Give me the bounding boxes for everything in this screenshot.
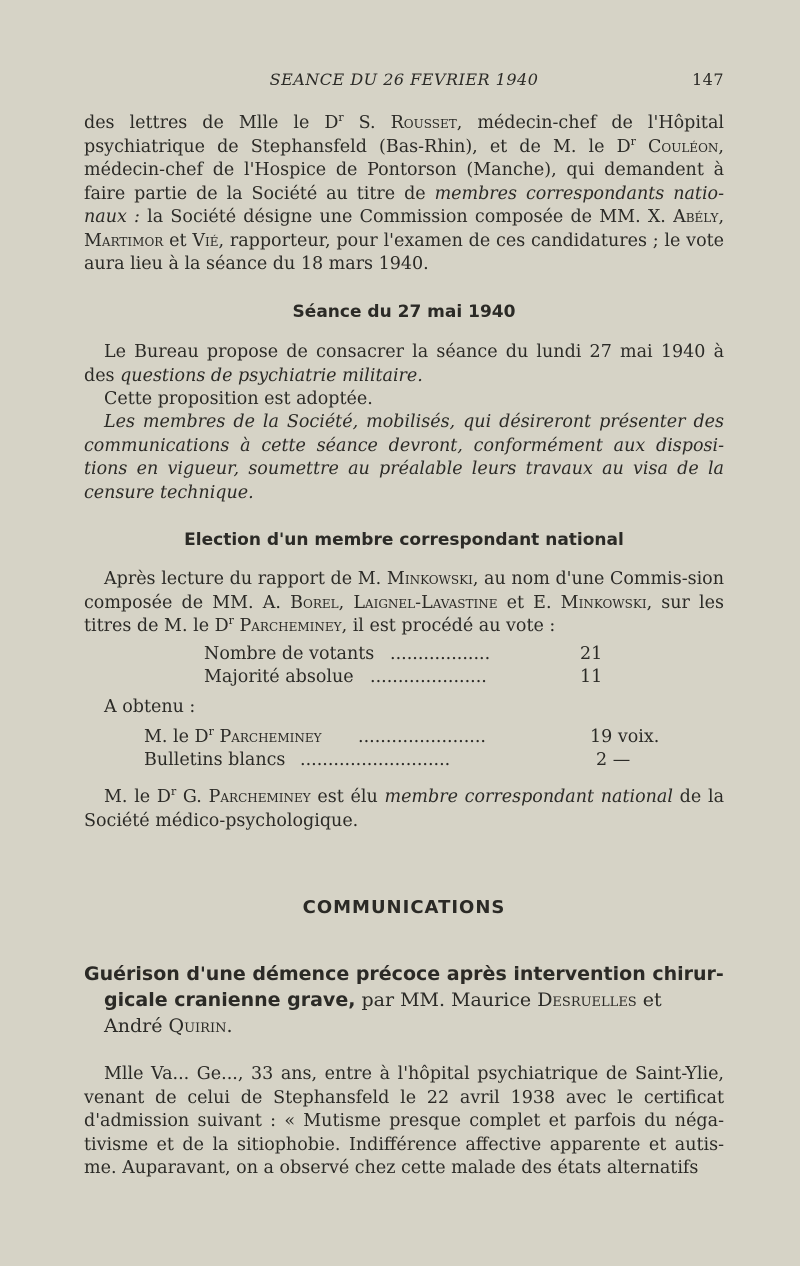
text-run: M. le D: [144, 727, 209, 747]
majorite-label: Majorité absolue: [204, 667, 354, 687]
dot-leader: ..................: [390, 644, 491, 664]
candidat-label: [144, 726, 322, 750]
votants-value: 21: [580, 644, 603, 664]
text-run: ,: [338, 592, 354, 613]
author-name: Quirin: [168, 1015, 227, 1037]
paragraph-elu: [84, 786, 724, 833]
section-heading-seance: Séance du 27 mai 1940: [292, 302, 516, 322]
person-name: Parcheminey: [239, 616, 342, 636]
text-run: , médecin-chef de l'Hospice de Pontorson (Manche), qui demandent à faire partie de la Société au titre de: [84, 136, 724, 204]
text-run: [636, 137, 648, 157]
blancs-value: 2 —: [596, 750, 631, 770]
dot-leader: ...........................: [300, 750, 451, 770]
text-run: est élu: [310, 787, 385, 807]
person-name: Couléon: [648, 136, 719, 157]
superscript: r: [170, 785, 177, 799]
text-run: ,: [718, 207, 725, 227]
votants-label: Nombre de votants: [204, 644, 375, 664]
text-run: la Société désigne une Commission composée de MM. X.: [139, 207, 674, 227]
blancs-label: Bulletins blancs: [144, 750, 286, 770]
text-run: , sur les titres de M. le D: [84, 592, 724, 636]
text-run: et E.: [497, 592, 561, 613]
text-run: S.: [343, 113, 391, 133]
paragraph-rapport: [84, 568, 724, 639]
person-name: Parcheminey: [219, 727, 322, 747]
paragraph-bureau: [84, 341, 724, 388]
superscript: r: [630, 134, 636, 148]
author-name: Desruelles: [537, 989, 637, 1011]
text-run: .: [226, 1015, 233, 1037]
superscript: r: [208, 725, 214, 739]
text-run: , au nom d'une Commis-sion composée de MM. A.: [84, 569, 724, 613]
paragraph-candidatures: [84, 112, 724, 277]
italic-run: membre correspondant national: [384, 787, 673, 807]
superscript: r: [338, 111, 344, 125]
text-run: M. le D: [104, 787, 171, 807]
title-line-2: [84, 987, 724, 1013]
communication-title: [84, 961, 724, 1039]
title-bold: Guérison d'une démence précoce après intervention chirur-: [84, 963, 724, 985]
candidat-value: 19 voix.: [590, 727, 660, 747]
text-run: et: [163, 230, 193, 251]
majorite-value: 11: [580, 667, 603, 687]
person-name: Minkowski: [560, 592, 647, 613]
running-head: [84, 70, 724, 94]
person-name: Martimor: [84, 230, 164, 251]
italic-run: membres correspondants natio-naux :: [84, 183, 724, 227]
text-run: par MM. Maurice: [355, 989, 538, 1011]
person-name: Parcheminey: [208, 787, 311, 807]
person-name: Minkowski: [386, 569, 473, 589]
person-name: Abély: [673, 207, 719, 227]
text-run: et: [636, 989, 662, 1011]
text-run: , médecin-chef de l'Hôpital psychiatrique de Stephansfeld (Bas-Rhin), et de M. le D: [84, 113, 724, 157]
text-run: , rapporteur, pour l'examen de ces candidatures ; le vote aura lieu à la séance du 18 mars 1940.: [84, 230, 724, 274]
text-run: des lettres de Mlle le D: [84, 113, 339, 133]
paragraph-case: Mlle Va... Ge..., 33 ans, entre à l'hôpital psychiatrique de Saint-Ylie, venant de celui de Stephansfeld le 22 avril 1938 avec le certificat d'admission suivant : « Mutisme presque complet et parfois du néga-tivisme et de la sitiophobie. Indifférence affective apparente et autis-me. Auparavant, on a observé chez cette malade des états alternatifs: [84, 1064, 724, 1178]
obtenu-label: A obtenu :: [104, 697, 196, 717]
paragraph-membres-mobilises: Les membres de la Société, mobilisés, qui désireront présenter des communications à cette séance devront, conformément aux disposi-tions en vigueur, soumettre au préalable leurs travaux au visa de la censure technique.: [84, 412, 724, 503]
text-run: Après lecture du rapport de M.: [104, 569, 387, 589]
italic-run: questions de psychiatrie militaire.: [120, 365, 423, 386]
dot-leader: .......................: [358, 727, 486, 747]
page-number: 147: [691, 70, 724, 89]
title-line-3: [84, 1013, 724, 1039]
communications-heading: COMMUNICATIONS: [302, 897, 506, 918]
text-run: de la Société médico-psychologique.: [84, 787, 725, 831]
text-run: André: [104, 1015, 169, 1037]
dot-leader: .....................: [370, 667, 487, 687]
person-name: Rousset: [390, 113, 457, 133]
text-run: , il est procédé au vote :: [341, 616, 556, 636]
text-run: Le Bureau propose de consacrer la séance du lundi 27 mai 1940 à des: [84, 342, 724, 386]
running-title: SEANCE DU 26 FEVRIER 1940: [269, 70, 539, 89]
title-bold: gicale cranienne grave,: [104, 989, 356, 1011]
paragraph-adoptee: Cette proposition est adoptée.: [104, 389, 373, 409]
section-heading-election: Election d'un membre correspondant national: [184, 530, 624, 550]
superscript: r: [228, 614, 234, 628]
person-name: Laignel-Lavastine: [353, 592, 498, 613]
person-name: Borel: [290, 592, 339, 613]
person-name: Vié: [192, 230, 219, 251]
text-run: G.: [176, 787, 209, 807]
